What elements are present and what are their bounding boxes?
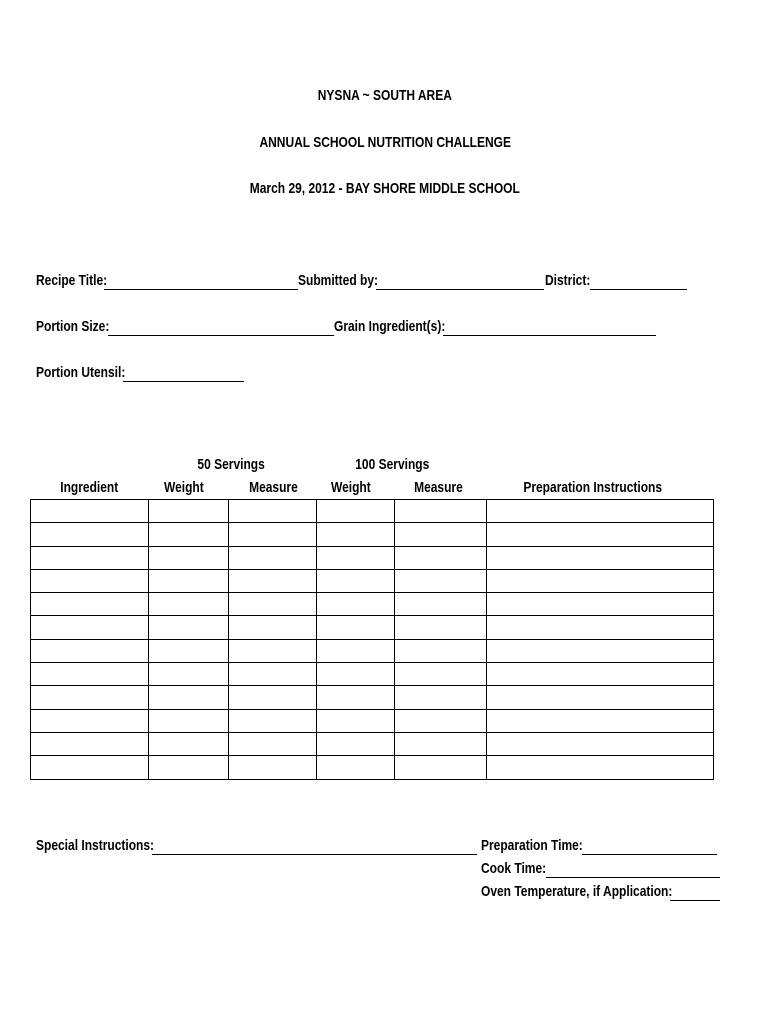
table-cell[interactable]	[149, 686, 229, 709]
table-cell[interactable]	[31, 546, 149, 569]
table-cell[interactable]	[317, 639, 395, 662]
table-cell[interactable]	[395, 686, 487, 709]
table-cell[interactable]	[487, 709, 714, 732]
table-cell[interactable]	[229, 569, 317, 592]
table-cell[interactable]	[317, 546, 395, 569]
recipe-title-label: Recipe Title:	[36, 272, 108, 289]
table-cell[interactable]	[395, 709, 487, 732]
table-cell[interactable]	[395, 732, 487, 755]
cook-time-field[interactable]	[546, 861, 720, 878]
table-cell[interactable]	[487, 663, 714, 686]
submitted-by-label: Submitted by:	[298, 272, 378, 289]
header-organization: NYSNA ~ SOUTH AREA	[317, 87, 453, 104]
table-row	[31, 663, 714, 686]
table-cell[interactable]	[31, 523, 149, 546]
table-cell[interactable]	[31, 593, 149, 616]
group-header-100-servings: 100 Servings	[354, 456, 430, 473]
table-cell[interactable]	[31, 686, 149, 709]
header-date-location: March 29, 2012 - BAY SHORE MIDDLE SCHOOL	[249, 180, 521, 197]
table-row	[31, 569, 714, 592]
submitted-by-field[interactable]	[376, 273, 544, 290]
table-cell[interactable]	[487, 686, 714, 709]
column-header-preparation-instructions: Preparation Instructions	[523, 479, 663, 496]
column-header-weight-100: Weight	[331, 479, 371, 496]
table-cell[interactable]	[229, 709, 317, 732]
grain-ingredients-label: Grain Ingredient(s):	[334, 318, 446, 335]
table-cell[interactable]	[229, 616, 317, 639]
table-cell[interactable]	[395, 523, 487, 546]
special-instructions-field[interactable]	[152, 838, 477, 855]
table-row	[31, 546, 714, 569]
district-label: District:	[545, 272, 591, 289]
table-cell[interactable]	[317, 663, 395, 686]
table-cell[interactable]	[149, 616, 229, 639]
table-cell[interactable]	[149, 639, 229, 662]
table-cell[interactable]	[395, 593, 487, 616]
table-cell[interactable]	[149, 500, 229, 523]
table-cell[interactable]	[395, 639, 487, 662]
table-cell[interactable]	[395, 500, 487, 523]
table-cell[interactable]	[317, 500, 395, 523]
table-cell[interactable]	[487, 523, 714, 546]
table-cell[interactable]	[317, 593, 395, 616]
table-cell[interactable]	[229, 500, 317, 523]
table-cell[interactable]	[487, 732, 714, 755]
table-cell[interactable]	[487, 546, 714, 569]
grain-ingredients-field[interactable]	[443, 319, 656, 336]
table-cell[interactable]	[487, 593, 714, 616]
table-cell[interactable]	[229, 546, 317, 569]
table-cell[interactable]	[395, 569, 487, 592]
oven-temperature-field[interactable]	[670, 884, 720, 901]
table-cell[interactable]	[229, 523, 317, 546]
table-cell[interactable]	[31, 756, 149, 779]
table-cell[interactable]	[31, 732, 149, 755]
table-cell[interactable]	[317, 709, 395, 732]
table-cell[interactable]	[395, 616, 487, 639]
table-cell[interactable]	[149, 663, 229, 686]
table-row	[31, 709, 714, 732]
table-cell[interactable]	[149, 756, 229, 779]
table-cell[interactable]	[31, 639, 149, 662]
table-cell[interactable]	[229, 756, 317, 779]
table-cell[interactable]	[229, 593, 317, 616]
table-cell[interactable]	[31, 500, 149, 523]
table-row	[31, 500, 714, 523]
table-cell[interactable]	[149, 523, 229, 546]
table-row	[31, 686, 714, 709]
column-header-measure-100: Measure	[413, 479, 463, 496]
table-cell[interactable]	[149, 546, 229, 569]
table-row	[31, 639, 714, 662]
special-instructions-label: Special Instructions:	[36, 837, 155, 854]
table-cell[interactable]	[395, 663, 487, 686]
table-cell[interactable]	[149, 732, 229, 755]
table-cell[interactable]	[395, 546, 487, 569]
header-event-title: ANNUAL SCHOOL NUTRITION CHALLENGE	[259, 134, 511, 151]
district-field[interactable]	[590, 273, 687, 290]
table-cell[interactable]	[229, 686, 317, 709]
table-cell[interactable]	[149, 709, 229, 732]
table-cell[interactable]	[31, 616, 149, 639]
group-header-50-servings: 50 Servings	[197, 456, 265, 473]
column-header-ingredient: Ingredient	[59, 479, 118, 496]
table-cell[interactable]	[149, 593, 229, 616]
table-cell[interactable]	[487, 616, 714, 639]
table-row	[31, 523, 714, 546]
cook-time-label: Cook Time:	[481, 860, 547, 877]
table-cell[interactable]	[229, 639, 317, 662]
oven-temperature-label: Oven Temperature, if Application:	[481, 883, 673, 900]
table-cell[interactable]	[395, 756, 487, 779]
table-cell[interactable]	[31, 569, 149, 592]
table-cell[interactable]	[317, 523, 395, 546]
preparation-time-label: Preparation Time:	[481, 837, 583, 854]
column-header-measure-50: Measure	[248, 479, 298, 496]
table-cell[interactable]	[229, 732, 317, 755]
table-cell[interactable]	[149, 569, 229, 592]
preparation-time-field[interactable]	[582, 838, 717, 855]
table-cell[interactable]	[317, 569, 395, 592]
table-cell[interactable]	[487, 569, 714, 592]
table-cell[interactable]	[487, 639, 714, 662]
column-header-weight-50: Weight	[164, 479, 204, 496]
table-cell[interactable]	[31, 663, 149, 686]
recipe-title-field[interactable]	[104, 273, 298, 290]
portion-size-label: Portion Size:	[36, 318, 110, 335]
portion-size-field[interactable]	[108, 319, 334, 336]
table-row	[31, 732, 714, 755]
table-cell[interactable]	[317, 732, 395, 755]
table-row	[31, 616, 714, 639]
table-row	[31, 593, 714, 616]
portion-utensil-label: Portion Utensil:	[36, 364, 126, 381]
table-cell[interactable]	[317, 616, 395, 639]
table-cell[interactable]	[317, 686, 395, 709]
ingredients-table	[30, 499, 714, 780]
table-cell[interactable]	[229, 663, 317, 686]
table-row	[31, 756, 714, 779]
table-cell[interactable]	[487, 500, 714, 523]
table-cell[interactable]	[317, 756, 395, 779]
table-cell[interactable]	[31, 709, 149, 732]
portion-utensil-field[interactable]	[123, 365, 244, 382]
table-cell[interactable]	[487, 756, 714, 779]
